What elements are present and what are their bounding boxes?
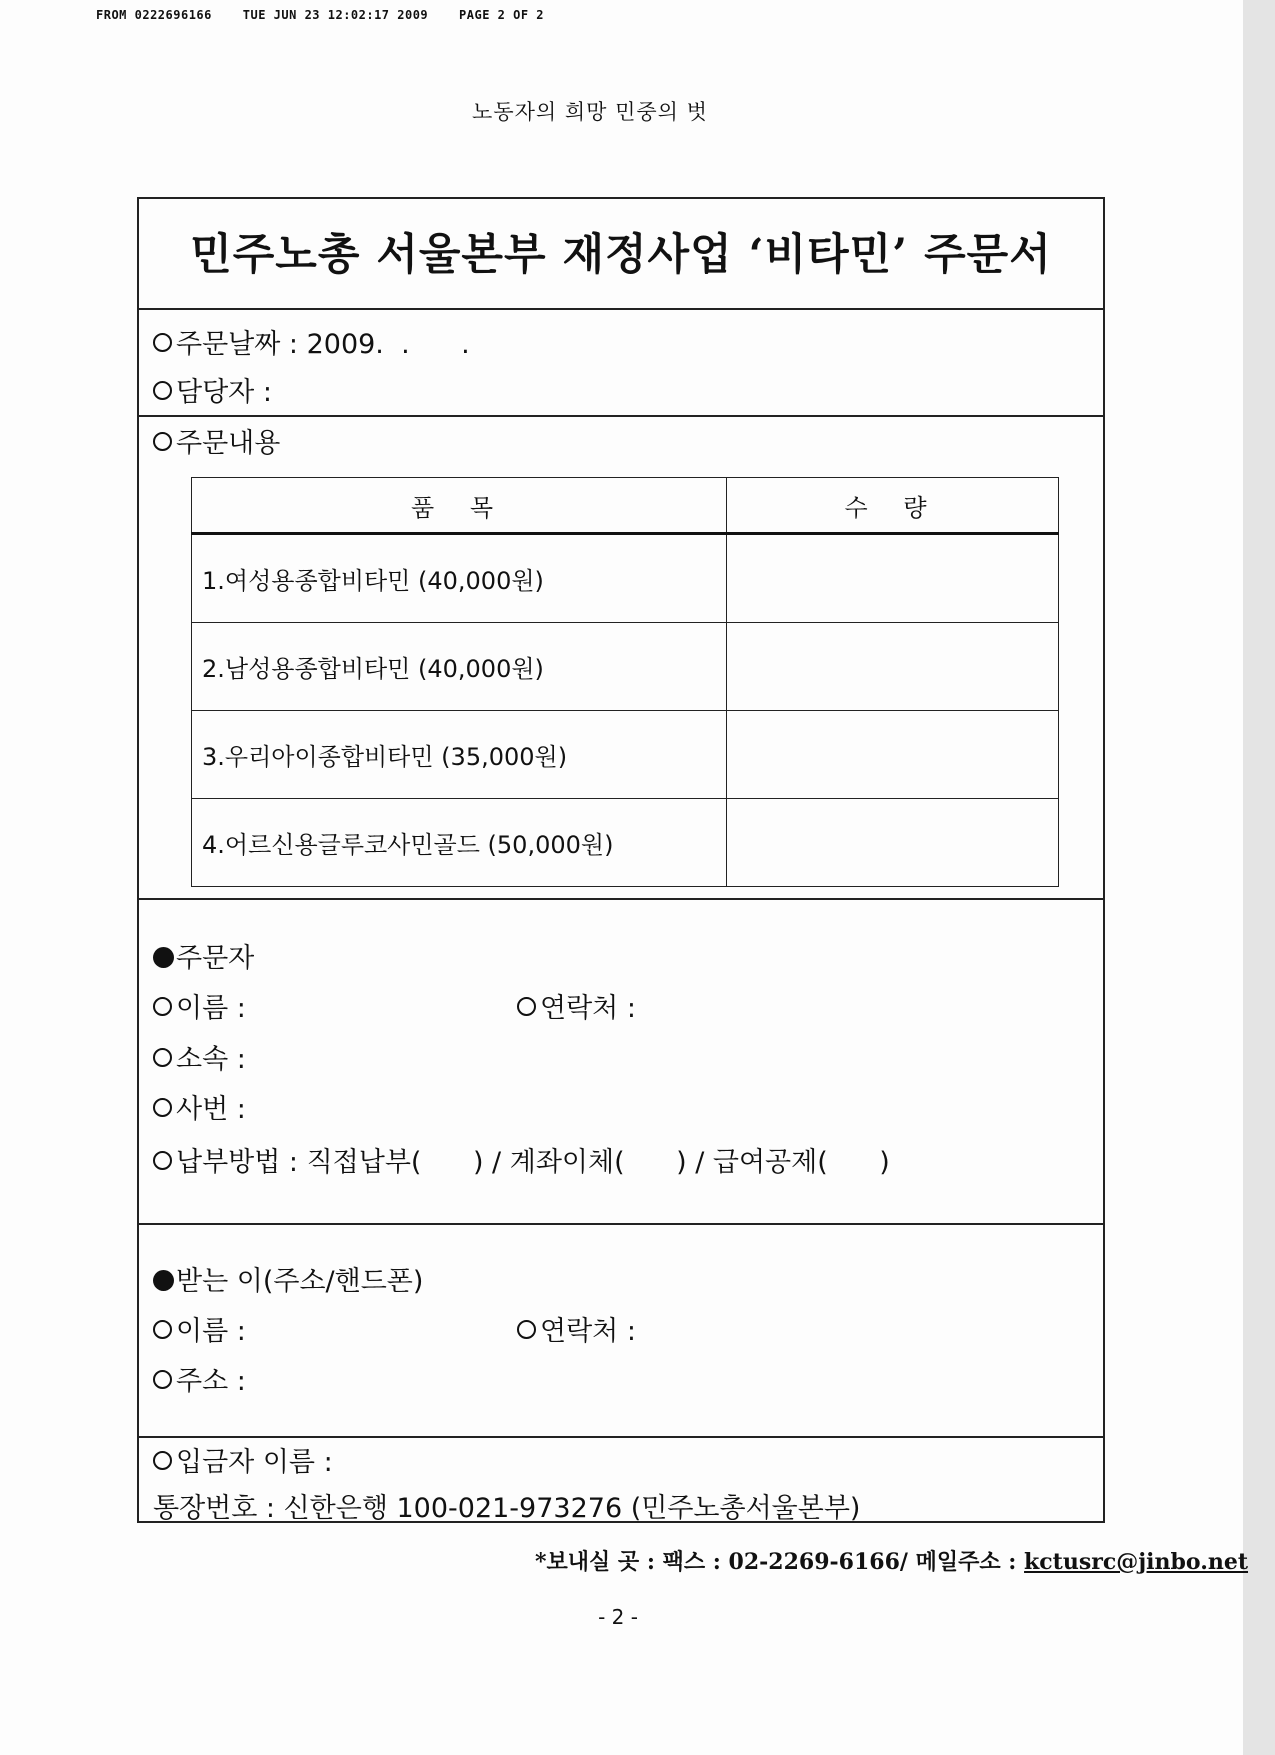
circle-bullet-icon [153,1048,172,1067]
affiliation-label: 소속 : [176,1044,246,1075]
qty-cell[interactable] [727,711,1059,799]
item-header: 품 목 [192,478,727,534]
circle-bullet-icon [153,381,172,400]
order-form [137,197,1105,1523]
orderer-contact-label: 연락처 : [540,993,636,1024]
employee-no-row [153,1087,246,1126]
table-header-row [192,478,1059,534]
order-content-row [153,421,280,460]
orderer-section [139,900,1103,1225]
deposit-section [139,1438,1103,1523]
recipient-name-row [153,1309,1053,1348]
account-row: 통장번호 : 신한은행 100-021-973276 (민주노총서울본부) [153,1493,861,1524]
slogan: 노동자의 희망 민중의 벗 [472,100,708,124]
circle-bullet-icon [517,1320,536,1339]
filled-bullet-icon [153,1270,174,1291]
recipient-heading: 받는 이(주소/핸드폰) [176,1266,424,1297]
qty-cell[interactable] [727,623,1059,711]
orderer-name-label: 이름 : [176,993,246,1024]
item-name: 2.남성용종합비타민 (40,000원) [192,623,727,711]
circle-bullet-icon [517,997,536,1016]
table-row [192,534,1059,623]
circle-bullet-icon [153,1451,172,1470]
manager-label: 담당자 : [176,377,272,408]
orderer-contact-field [517,986,636,1025]
order-items-table [191,477,1059,887]
circle-bullet-icon [153,997,172,1016]
fax-header: FROM 0222696166 TUE JUN 23 12:02:17 2009 PAGE 2 OF 2 [96,8,545,22]
order-date-row [153,322,470,361]
circle-bullet-icon [153,432,172,451]
recipient-heading-row [153,1259,423,1298]
table-row [192,799,1059,887]
send-to-note [535,1545,1249,1576]
address-row [153,1359,246,1398]
qty-cell[interactable] [727,534,1059,623]
orderer-name-row [153,986,1053,1025]
item-name: 4.어르신용글루코사민골드 (50,000원) [192,799,727,887]
qty-cell[interactable] [727,799,1059,887]
manager-row [153,370,272,409]
order-info-section [139,310,1103,417]
qty-header: 수 량 [727,478,1059,534]
filled-bullet-icon [153,947,174,968]
depositor-label: 입금자 이름 : [176,1447,333,1478]
recipient-contact-field [517,1309,636,1348]
send-to-text: *보내실 곳 : 팩스 : 02-2269-6166/ 메일주소 : [535,1549,1025,1575]
recipient-name-label: 이름 : [176,1316,246,1347]
address-label: 주소 : [176,1366,246,1397]
scan-edge [1243,0,1275,1755]
item-name: 1.여성용종합비타민 (40,000원) [192,534,727,623]
recipient-section [139,1225,1103,1438]
payment-label: 납부방법 : 직접납부( ) / 계좌이체( ) / 급여공제( ) [176,1147,890,1178]
order-date-dots: . . [401,329,470,360]
table-row [192,623,1059,711]
orderer-heading-row [153,936,254,975]
recipient-contact-label: 연락처 : [540,1316,636,1347]
item-name: 3.우리아이종합비타민 (35,000원) [192,711,727,799]
payment-row [153,1140,890,1179]
circle-bullet-icon [153,333,172,352]
circle-bullet-icon [153,1098,172,1117]
depositor-row [153,1440,333,1479]
circle-bullet-icon [153,1370,172,1389]
order-date-label: 주문날짜 : 2009. [176,329,384,360]
order-content-label: 주문내용 [176,428,281,459]
table-row [192,711,1059,799]
circle-bullet-icon [153,1320,172,1339]
order-content-section [139,417,1103,900]
employee-no-label: 사번 : [176,1094,246,1125]
orderer-heading: 주문자 [176,943,255,974]
title-section [139,199,1103,310]
form-title: 민주노총 서울본부 재정사업 ‘비타민’ 주문서 [190,230,1052,280]
page-number: - 2 - [598,1605,638,1629]
email-link[interactable]: kctusrc@jinbo.net [1024,1549,1249,1575]
circle-bullet-icon [153,1151,172,1170]
affiliation-row [153,1037,246,1076]
